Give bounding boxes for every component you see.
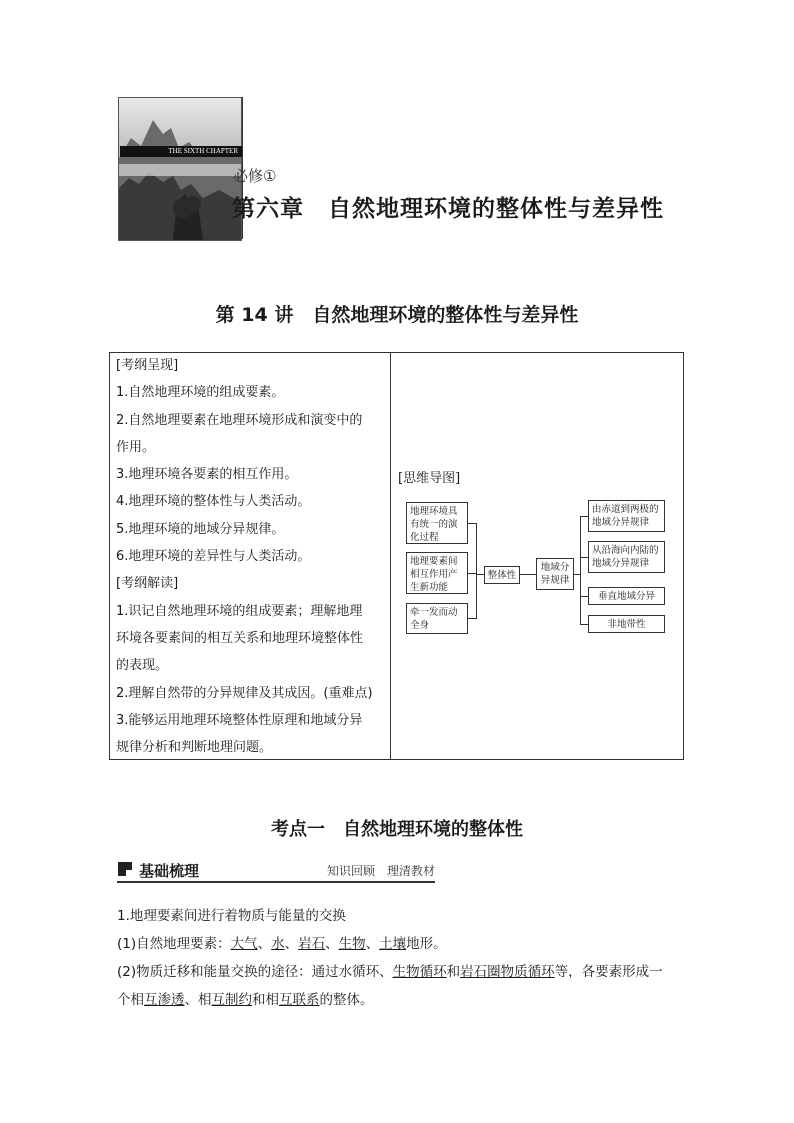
connector-line [468,618,476,619]
mind-map-node-zonation: 地域分异规律 [536,558,574,590]
connector-line [476,574,484,575]
body-text [117,902,682,1014]
connector-line [580,557,588,558]
basics-header [117,860,435,884]
lecture-title: 第 14 讲 自然地理环境的整体性与差异性 [215,304,579,326]
mind-map [396,490,676,640]
mountain-landscape-icon [119,98,241,240]
mind-map-heading: [思维导图] [398,471,461,486]
outline-line: 6.地理环境的差异性与人类活动。 [116,549,311,565]
connector-line [468,573,476,574]
outline-column-divider [390,352,391,760]
basics-rule [117,881,435,883]
connector-line [580,516,581,624]
body-line: (2)物质迁移和能量交换的途径：通过水循环、生物循环和岩石圈物质循环等，各要素形成一 [117,964,663,980]
outline-line: 作用。 [116,439,156,455]
mind-map-node: 地理要素间相互作用产生新功能 [406,552,468,594]
outline-line: [考纲解读] [116,576,179,592]
outline-line: 2.自然地理要素在地理环境形成和演变中的 [116,412,363,428]
outline-line: 2.理解自然带的分异规律及其成因。(重难点) [116,685,373,701]
mind-map-node-integrity: 整体性 [484,566,520,584]
exam-outline-column [116,352,386,761]
outline-line: 环境各要素间的相互关系和地理环境整体性 [116,630,364,646]
section-title: 考点一 自然地理环境的整体性 [271,819,523,840]
outline-line: 的表现。 [116,658,169,674]
basics-subtitle: 知识回顾 理清教材 [327,864,436,878]
basics-label: 基础梳理 [139,862,200,880]
body-line: 个相互渗透、相互制约和相互联系的整体。 [117,992,374,1008]
square-bullet-icon [118,862,132,876]
chapter-title: 第六章 自然地理环境的整体性与差异性 [232,196,664,222]
mind-map-node: 地理环境具有统一的演化过程 [406,502,468,544]
connector-line [580,516,588,517]
chapter-cover-image [118,97,242,241]
mind-map-node: 垂直地域分异 [588,587,665,605]
connector-line [468,523,476,524]
connector-line [520,574,536,575]
outline-line: [考纲呈现] [116,358,179,373]
connector-line [580,596,588,597]
outline-line: 1.自然地理环境的组成要素。 [116,385,285,401]
mind-map-node: 非地带性 [588,615,665,633]
mind-map-node: 牵一发而动全身 [406,603,468,634]
required-course-label: 必修① [233,167,277,185]
mind-map-node: 由赤道到两极的地域分异规律 [588,500,665,532]
outline-line: 规律分析和判断地理问题。 [116,740,273,756]
outline-line: 3.能够运用地理环境整体性原理和地域分异 [116,712,363,728]
outline-line: 4.地理环境的整体性与人类活动。 [116,494,311,510]
chapter-band: THE SIXTH CHAPTER [120,146,242,157]
body-line: 1.地理要素间进行着物质与能量的交换 [117,908,346,924]
outline-line: 5.地理环境的地域分异规律。 [116,521,285,537]
outline-line: 1.识记自然地理环境的组成要素；理解地理 [116,603,363,619]
mind-map-node: 从沿海向内陆的地域分异规律 [588,541,665,573]
connector-line [580,624,588,625]
outline-line: 3.地理环境各要素的相互作用。 [116,467,298,483]
body-line: (1)自然地理要素：大气、水、岩石、生物、土壤地形。 [117,936,447,952]
connector-line [476,523,477,619]
